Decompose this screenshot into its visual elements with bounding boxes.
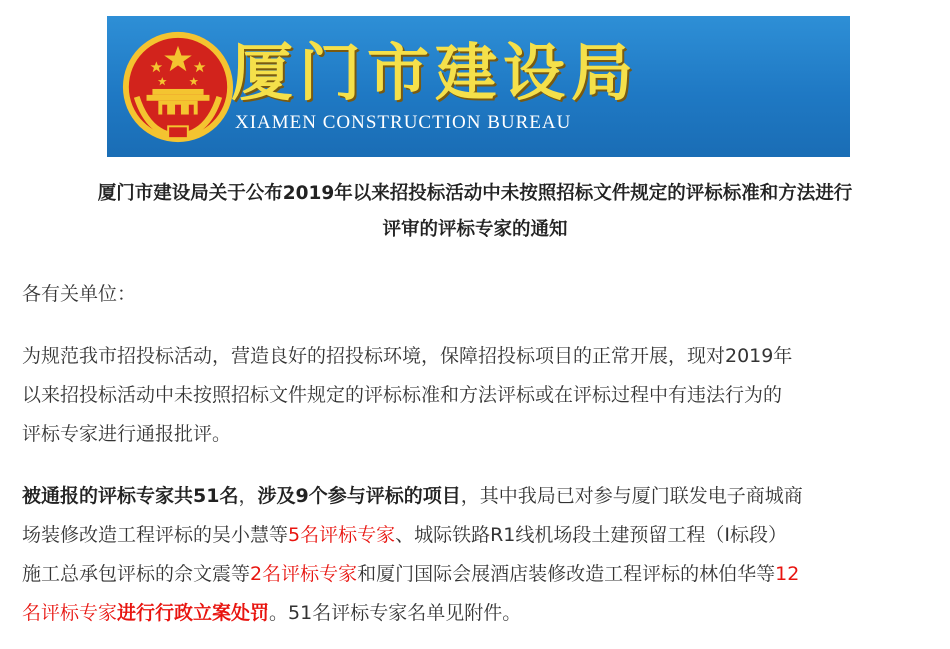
text-segment: 施工总承包评标的佘文震等 bbox=[22, 563, 251, 585]
text-segment: 。51名评标专家名单见附件。 bbox=[269, 602, 522, 624]
bold-expert-count: 被通报的评标专家共51名 bbox=[22, 485, 239, 507]
highlight-expert-count: 2名评标专家 bbox=[250, 563, 358, 585]
article-title-line-2: 评审的评标专家的通知 bbox=[382, 219, 568, 240]
text-segment: ，其中我局已对参与厦门联发电子商城商 bbox=[460, 485, 803, 507]
bold-project-count: 涉及9个参与评标的项目 bbox=[257, 485, 461, 507]
article-title-line-1: 厦门市建设局关于公布2019年以来招投标活动中未按照招标文件规定的评标标准和方法进行 bbox=[97, 183, 853, 204]
paragraph-2-line-4 bbox=[22, 595, 932, 631]
banner-title-english: XIAMEN CONSTRUCTION BUREAU bbox=[235, 112, 572, 133]
paragraph-1-line-3: 评标专家进行通报批评。 bbox=[22, 423, 232, 445]
greeting: 各有关单位： bbox=[22, 283, 137, 305]
separator: ， bbox=[238, 485, 258, 507]
paragraph-2-line-3 bbox=[22, 556, 932, 592]
paragraph-1-line-1: 为规范我市招投标活动，营造良好的招投标环境，保障招投标项目的正常开展，现对2019年 bbox=[22, 345, 793, 367]
highlight-number: 12 bbox=[775, 563, 800, 585]
paragraph-2-line-2 bbox=[22, 517, 932, 553]
highlight-penalty: 进行行政立案处罚 bbox=[117, 602, 270, 624]
national-emblem-icon bbox=[119, 28, 237, 146]
header-banner bbox=[107, 16, 850, 157]
text-segment: 场装修改造工程评标的吴小慧等 bbox=[22, 524, 289, 546]
paragraph-1-line-2: 以来招投标活动中未按照招标文件规定的评标标准和方法评标或在评标过程中有违法行为的 bbox=[22, 384, 783, 406]
paragraph-2-line-1 bbox=[22, 478, 932, 514]
text-segment: 和厦门国际会展酒店装修改造工程评标的林伯华等 bbox=[357, 563, 776, 585]
text-segment: 、城际铁路R1线机场段土建预留工程（Ⅰ标段） bbox=[395, 524, 788, 546]
banner-title-chinese: 厦门市建设局 bbox=[231, 36, 640, 109]
highlight-expert-label: 名评标专家 bbox=[22, 602, 118, 624]
highlight-expert-count: 5名评标专家 bbox=[288, 524, 396, 546]
